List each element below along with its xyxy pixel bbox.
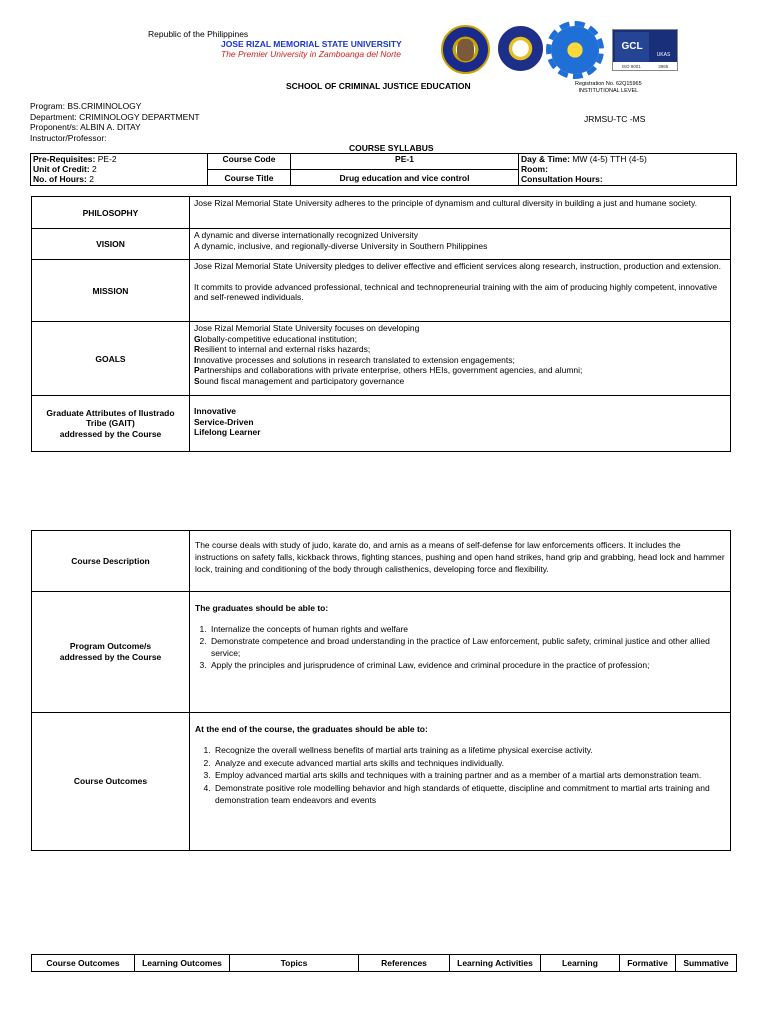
plan-header-references: References [359,955,450,972]
mission-label: MISSION [32,260,190,322]
course-code-value: PE-1 [291,154,519,170]
course-outcomes-text: At the end of the course, the graduates should be able to: 1. Recognize the overall wellness benefits of martial arts training as a lifetime physical exercise activity. 2. Analyze and execute advanced martial arts skills and techniques individually. 3. Employ advanced martial arts skills and techniques with a training partner and as a member of a martial arts demonstration team. 4. Demonstrate positive role modelling behavior and high standards of etiquette, discipline and commitment to martial arts training and demonstration team endeavors and events [190,713,731,851]
aaccup-logo [551,26,599,74]
gcl-ukas-certification-logo: GCL UKAS ISO 9001 3965 [612,29,678,71]
course-title-label: Course Title [208,170,291,186]
gait-text: Innovative Service-Driven Lifelong Learner [190,396,731,452]
plan-header-learning-activities: Learning Activities [450,955,541,972]
instructor-line: Instructor/Professor: [30,132,107,143]
registration-info: Registration No. 62Q15965 INSTITUTIONAL LEVEL [575,81,642,94]
plan-header-summative: Summative [676,955,737,972]
course-code-label: Course Code [208,154,291,170]
course-outcome-item: 1. Recognize the overall wellness benefits of martial arts training as a lifetime physical exercise activity. [213,744,725,757]
jrmsu-seal-logo [441,25,490,74]
goal-item: Sound fiscal management and participatory governance [194,375,405,386]
gait-label: Graduate Attributes of Ilustrado Tribe (GAIT) addressed by the Course [32,396,190,452]
goals-label: GOALS [32,322,190,396]
course-outcomes-label: Course Outcomes [32,713,190,851]
document-code: JRMSU-TC -MS [584,114,646,124]
plan-header-formative: Formative [620,955,676,972]
syllabus-title: COURSE SYLLABUS [349,143,434,153]
program-outcome-label: Program Outcome/s addressed by the Course [32,592,190,713]
course-outcome-item: 2. Analyze and execute advanced martial arts skills and techniques individually. [213,757,725,770]
program-outcome-item: 3. Apply the principles and jurisprudence of criminal Law, evidence and criminal procedure in the practice of profession; [209,659,725,671]
mission-text: Jose Rizal Memorial State University pledges to deliver effective and efficient services along research, instruction, production and extension. It commits to provide advanced professional, technical and technopreneurial training with the aim of producing highly competent, innovative and self-renewed individuals. [190,260,731,322]
course-description-text: The course deals with study of judo, karate do, and arnis as a means of self-defense for law enforcements officers. It includes the instructions on safety falls, kickback throws, fighting stances, pushing and open hand strikes, hand grip and grabbing, head lock and hammer lock, training and conditioning of the body through calisthenics, developing force and flexibility. [190,531,731,592]
vision-label: VISION [32,229,190,260]
goal-item: Innovative processes and solutions in research translated to extension engagements; [194,354,515,365]
vmg-table [31,196,731,452]
goal-item: Globally-competitive educational institution; [194,333,358,344]
school-seal-logo [498,26,543,71]
program-outcome-item: 1. Internalize the concepts of human rights and welfare [209,623,725,635]
proponent-line: Proponent/s: ALBIN A. DITAY [30,122,141,132]
plan-header-topics: Topics [230,955,359,972]
plan-header-course-outcomes: Course Outcomes [32,955,135,972]
program-info [30,101,200,143]
course-description-label: Course Description [32,531,190,592]
plan-header-learning-outcomes: Learning Outcomes [135,955,230,972]
goals-text: Jose Rizal Memorial State University focuses on developing Globally-competitive educational institution; Resilient to internal and external risks hazards; Innovative processes and solutions in research translated to extension engagements; Partnerships and collaborations with private enterprise, others HEIs, government agencies, and alumni; Sound fiscal management and participatory governance [190,322,731,396]
goal-item: Partnerships and collaborations with private enterprise, others HEIs, government agencies, and alumni; [194,365,583,375]
philosophy-label: PHILOSOPHY [32,197,190,229]
philosophy-text: Jose Rizal Memorial State University adheres to the principle of dynamism and cultural diversity in building a just and humane society. [190,197,731,229]
school-title: SCHOOL OF CRIMINAL JUSTICE EDUCATION [286,81,471,91]
university-tagline: The Premier University in Zamboanga del Norte [221,49,401,59]
program-outcome-text: The graduates should be able to: 1. Internalize the concepts of human rights and welfare 2. Demonstrate competence and broad understanding in the practice of Law enforcement, public safety, criminal justice and other allied service; 3. Apply the principles and jurisprudence of criminal Law, evidence and criminal procedure in the practice of profession; [190,592,731,713]
plan-header-learning: Learning [541,955,620,972]
program-line: Program: BS.CRIMINOLOGY [30,101,142,111]
course-outcomes-table [31,530,731,851]
university-name: JOSE RIZAL MEMORIAL STATE UNIVERSITY [221,39,402,49]
republic-label: Republic of the Philippines [148,29,249,39]
goal-item: Resilient to internal and external risks hazards; [194,344,371,354]
course-info-table [30,153,737,186]
vision-text: A dynamic and diverse internationally recognized University A dynamic, inclusive, and regionally-diverse University in Southern Philippines [190,229,731,260]
department-line: Department: CRIMINOLOGY DEPARTMENT [30,111,200,122]
course-schedule-cell: Day & Time: MW (4-5) TTH (4-5) Room: Consultation Hours: [519,154,737,186]
course-title-value: Drug education and vice control [291,170,519,186]
course-plan-header-table [31,954,737,972]
course-prereq-cell: Pre-Requisites: PE-2 Unit of Credit: 2 No. of Hours: 2 [31,154,208,186]
course-outcome-item: 4. Demonstrate positive role modelling behavior and high standards of etiquette, discipline and commitment to martial arts training and demonstration team endeavors and events [213,782,725,807]
program-outcome-item: 2. Demonstrate competence and broad understanding in the practice of Law enforcement, public safety, criminal justice and other allied service; [209,635,725,659]
course-outcome-item: 3. Employ advanced martial arts skills and techniques with a training partner and as a member of a martial arts demonstration team. [213,769,725,782]
